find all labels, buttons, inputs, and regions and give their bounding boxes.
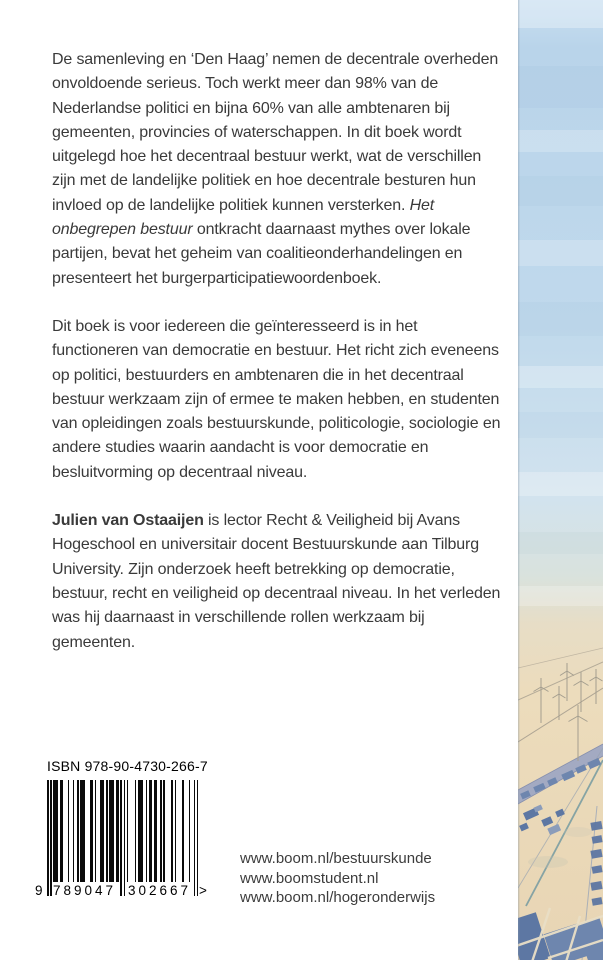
url-hogeronderwijs: www.boom.nl/hogeronderwijs: [240, 889, 436, 907]
blurb: [52, 48, 502, 679]
text-segment-normal: De samenleving en ‘Den Haag’ nemen de decentrale overheden onvoldoende serieus. Toch werkt meer dan 98% van de Nederlandse politici en bijna 60% van alle ambtenaren bij gemeenten, provincies of waterschappen. In dit boek wordt uitgelegd hoe het decentraal bestuur werkt, wat de verschillen zijn met de landelijke politiek en hoe decentrale besturen hun invloed op de landelijke politiek kunnen versterken.: [52, 51, 499, 214]
url-boomstudent: www.boomstudent.nl: [240, 869, 379, 887]
text-segment-italic: Het onbegrepen bestuur: [52, 196, 435, 239]
barcode-digits: [35, 883, 207, 898]
barcode-quiet-zone-mark: >: [199, 883, 207, 898]
barcode-module: [197, 780, 199, 896]
blurb-paragraph-synopsis: [52, 48, 502, 291]
blurb-paragraph-author-bio: [52, 509, 502, 655]
cover-art-strip: [518, 0, 603, 960]
ean13-bars: [35, 780, 207, 898]
barcode-digit-first: 9: [35, 883, 43, 898]
barcode-digit-group2: 302667: [128, 883, 192, 898]
barcode-digit-group1: 789047: [53, 883, 117, 898]
text-segment-normal: is lector Recht & Veiligheid bij Avans Hogeschool en universitair docent Bestuurskunde aan Tilburg University. Zijn onderzoek heeft betrekking op democratie, bestuur, recht en veiligheid op decentraal niveau. In het verleden was hij daarnaast in verschillende rollen werkzaam bij gemeenten.: [52, 512, 501, 651]
text-segment-normal: Dit boek is voor iedereen die geïnteresseerd is in het functioneren van democratie en bestuur. Het richt zich eveneens op politici, bestuurders en ambtenaren die in het decentraal bestuur werkzaam zijn of ermee te maken hebben, en studenten van opleidingen zoals bestuurskunde, politicologie, sociologie en andere studies waarin aandacht is voor democratie en besluitvorming op decentraal niveau.: [52, 317, 501, 481]
text-segment-normal: ontkracht daarnaast mythes over lokale partijen, bevat het geheim van coalitieonderhandelingen en presenteert het burgerparticipatiewoordenboek.: [52, 221, 471, 287]
cover-art-illustration: [518, 0, 603, 960]
publisher-urls: [240, 849, 435, 908]
barcode-block: [36, 758, 210, 898]
text-segment-bold: Julien van Ostaaijen: [52, 512, 204, 530]
isbn-label: ISBN 978-90-4730-266-7: [47, 758, 208, 774]
blurb-paragraph-audience: [52, 315, 502, 485]
url-bestuurskunde: www.boom.nl/bestuurskunde: [240, 850, 432, 867]
strip-edge-shadow: [518, 0, 519, 960]
